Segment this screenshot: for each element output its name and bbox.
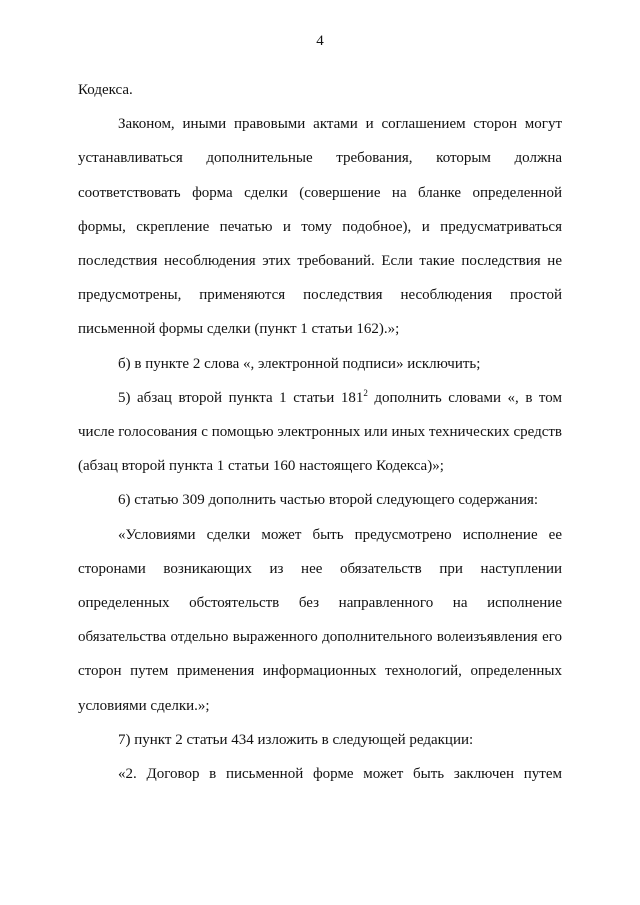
- text-fragment: 5) абзац второй пункта 1 статьи 181: [118, 389, 364, 406]
- text-line: «2. Договор в письменной форме может быть заключен путем: [118, 766, 562, 783]
- text-line: 6) статью 309 дополнить частью второй следующего содержания:: [118, 492, 539, 509]
- paragraph-item-b: [78, 347, 562, 381]
- text-line: формы, скрепление печатью и тому подобное), и предусматриваться: [78, 218, 562, 235]
- text-line: Законом, иными правовыми актами и соглашением сторон могут: [118, 116, 562, 133]
- paragraph-item-6: [78, 483, 562, 517]
- text-fragment: дополнить словами «, в том: [367, 389, 562, 406]
- text-line: последствия несоблюдения этих требований. Если такие последствия не: [78, 253, 562, 270]
- text-line: б) в пункте 2 слова «, электронной подписи» исключить;: [118, 355, 481, 372]
- text-line: (абзац второй пункта 1 статьи 160 настоящего Кодекса)»;: [78, 458, 444, 475]
- text-line: устанавливаться дополнительные требования, которым должна: [78, 150, 562, 167]
- text-line: «Условиями сделки может быть предусмотрено исполнение ее: [118, 526, 562, 543]
- text-line: письменной формы сделки (пункт 1 статьи 162).»;: [78, 321, 400, 338]
- document-body: [78, 73, 562, 791]
- text-line: условиями сделки.»;: [78, 697, 210, 714]
- page-number: 4: [316, 33, 324, 49]
- text-line: соответствовать форма сделки (совершение на бланке определенной: [78, 184, 562, 201]
- paragraph-zakonom: [78, 107, 562, 346]
- text-line: предусмотрены, применяются последствия несоблюдения простой: [78, 287, 562, 304]
- text-line: числе голосования с помощью электронных или иных технических средств: [78, 424, 562, 441]
- text-line: 7) пункт 2 статьи 434 изложить в следующей редакции:: [118, 731, 474, 748]
- text-line: [78, 381, 562, 415]
- paragraph-kodeksa: [78, 73, 562, 107]
- text-line: определенных обстоятельств без направленного на исполнение: [78, 595, 562, 612]
- superscript: 2: [363, 387, 368, 398]
- paragraph-usloviyami: [78, 518, 562, 723]
- text-line: сторонами возникающих из нее обязательств при наступлении: [78, 560, 562, 577]
- paragraph-dogovor: [78, 757, 562, 791]
- paragraph-item-5: [78, 381, 562, 484]
- text-line: обязательства отдельно выраженного дополнительного волеизъявления его: [78, 629, 562, 646]
- text-line: сторон путем применения информационных технологий, определенных: [78, 663, 562, 680]
- text-line: Кодекса.: [78, 82, 133, 98]
- paragraph-item-7: [78, 723, 562, 757]
